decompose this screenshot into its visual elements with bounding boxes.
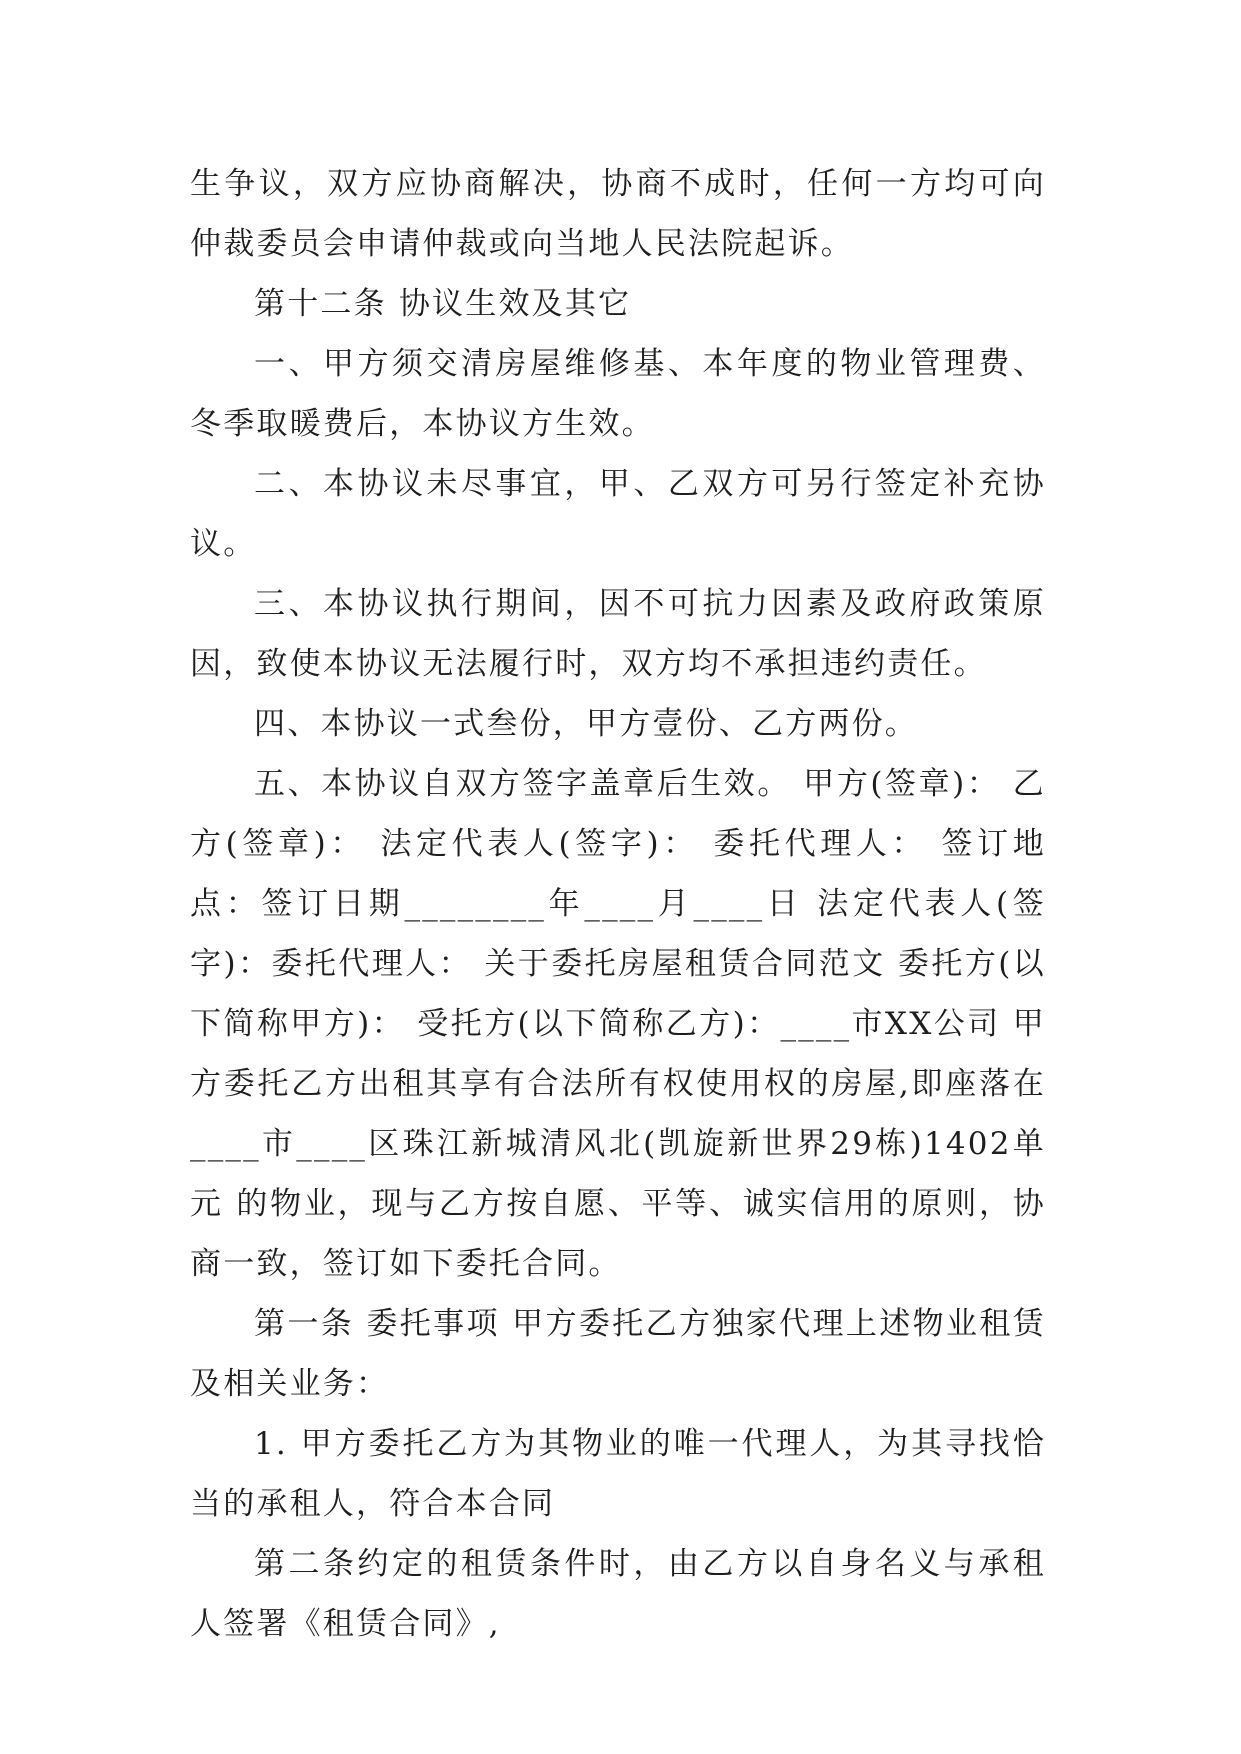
clause-one: 一、甲方须交清房屋维修基、本年度的物业管理费、冬季取暖费后，本协议方生效。: [190, 346, 1046, 442]
clause-four: 四、本协议一式叁份，甲方壹份、乙方两份。: [254, 706, 918, 742]
article-two-lease-conditions: 第二条约定的租赁条件时，由乙方以自身名义与承租人签署《租赁合同》,: [190, 1546, 1046, 1642]
item-one-sole-agent: 1. 甲方委托乙方为其物业的唯一代理人，为其寻找恰当的承租人，符合本合同: [190, 1426, 1046, 1522]
clause-three: 三、本协议执行期间，因不可抗力因素及政府政策原因，致使本协议无法履行时，双方均不承担违约责任。: [190, 586, 1046, 682]
article-one-entrusted-matters: 第一条 委托事项 甲方委托乙方独家代理上述物业租赁及相关业务：: [190, 1306, 1046, 1402]
document-body: [190, 154, 1046, 1654]
clause-two: 二、本协议未尽事宜，甲、乙双方可另行签定补充协议。: [190, 466, 1046, 562]
clause-five-and-contract-intro: 五、本协议自双方签字盖章后生效。 甲方(签章)： 乙方(签章)： 法定代表人(签字)： 委托代理人： 签订地点：签订日期________年____月____日 法定代表人(签字)：委托代理人： 关于委托房屋租赁合同范文 委托方(以下简称甲方)： 受托方(以下简称乙方)：____市XX公司 甲方委托乙方出租其享有合法所有权使用权的房屋,即座落在____市____区珠江新城清风北(凯旋新世界29栋)1402单元 的物业，现与乙方按自愿、平等、诚实信用的原则，协商一致，签订如下委托合同。: [190, 766, 1046, 1282]
article-twelve-heading: 第十二条 协议生效及其它: [254, 286, 632, 322]
paragraph-dispute-resolution: 生争议，双方应协商解决，协商不成时，任何一方均可向仲裁委员会申请仲裁或向当地人民法院起诉。: [190, 166, 1046, 262]
